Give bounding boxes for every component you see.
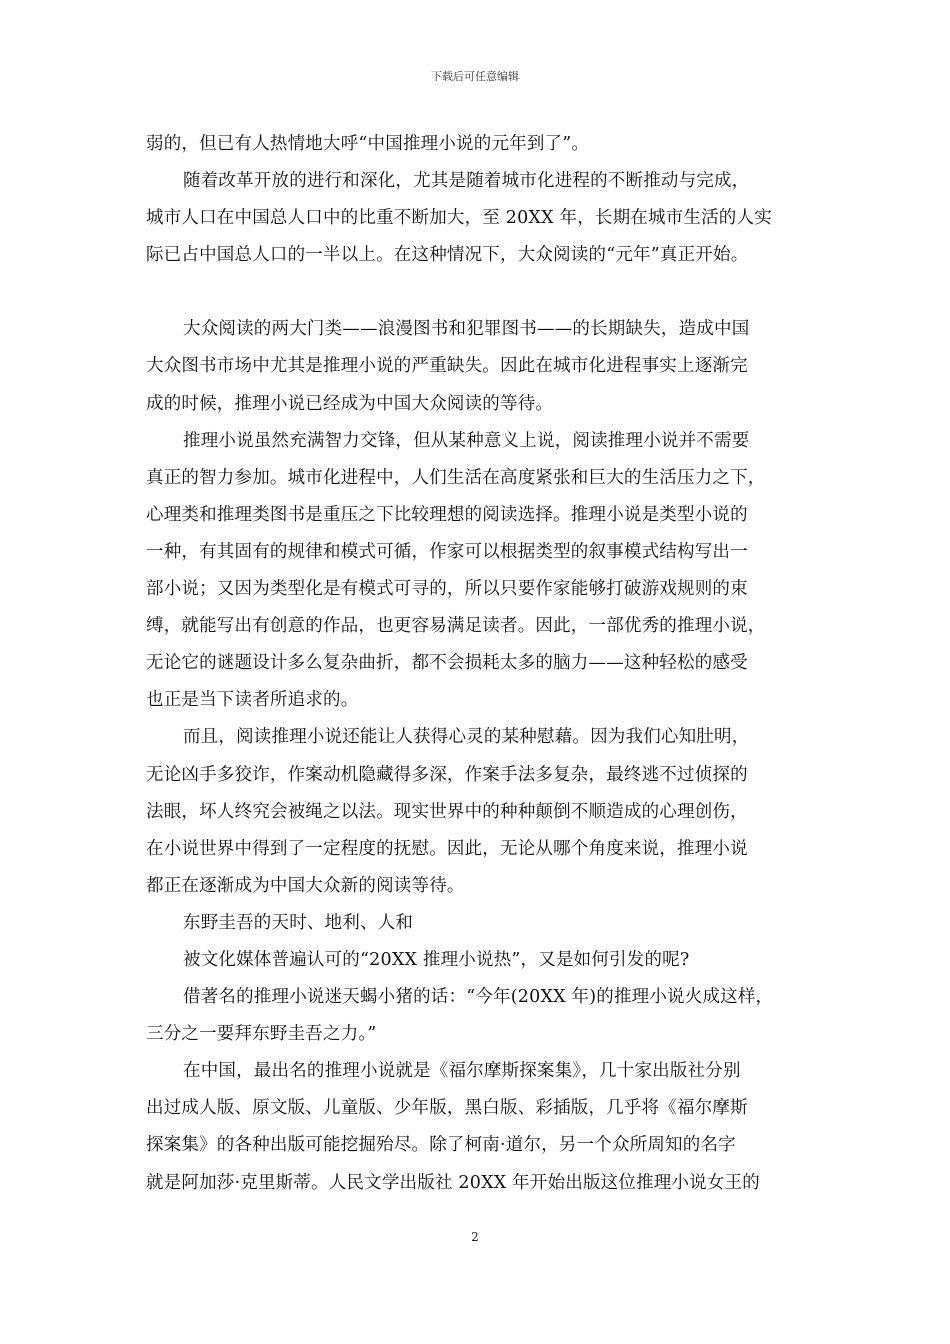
paragraph-mass-reading: 大众阅读的两大门类——浪漫图书和犯罪图书——的长期缺失，造成中国 大众图书市场中尤其是推理小说的严重缺失。因此在城市化进程事实上逐渐完 成的时候，推理小说已经成为中国大众阅读的等待。 (146, 319, 750, 414)
paragraph-sherlock: 在中国，最出名的推理小说就是《福尔摩斯探案集》，几十家出版社分别 出过成人版、原文版、儿童版、少年版，黑白版、彩插版，几乎将《福尔摩斯 探案集》的各种出版可能挖掘殆尽。除了柯南·道尔，另一个众所周知的名字 就是阿加莎·克里斯蒂。人民文学出版社 20XX 年开始出版这位推理小说女王的 (146, 1061, 760, 1193)
paragraph-question: 被文化媒体普遍认可的“20XX 推理小说热”，又是如何引发的呢? (183, 949, 690, 970)
page-header: 下载后可任意编辑 (431, 70, 519, 83)
paragraph-quote: 借著名的推理小说迷天蝎小猪的话：“今年(20XX 年)的推理小说火成这样， 三分之一要拜东野圭吾之力。” (146, 987, 774, 1045)
paragraph-urbanization: 随着改革开放的进行和深化，尤其是随着城市化进程的不断推动与完成， 城市人口在中国总人口中的比重不断加大，至 20XX 年，长期在城市生活的人实 际已占中国总人口的一半以上。在这种情况下，大众阅读的“元年”真正开始。 (146, 171, 772, 266)
document-body (146, 126, 826, 1202)
paragraph-spacer (146, 274, 826, 311)
paragraph-comfort: 而且，阅读推理小说还能让人获得心灵的某种慰藉。因为我们心知肚明， 无论凶手多狡诈，作案动机隐藏得多深，作案手法多复杂，最终逃不过侦探的 法眼，坏人终究会被绳之以法。现实世界中的种种颠倒不顺造成的心理创伤， 在小说世界中得到了一定程度的抚慰。因此，无论从哪个角度来说，推理小说 都正在逐渐成为中国大众新的阅读等待。 (146, 727, 750, 896)
paragraph-continuation: 弱的，但已有人热情地大呼“中国推理小说的元年到了”。 (146, 134, 590, 154)
paragraph-intellect: 推理小说虽然充满智力交锋，但从某种意义上说，阅读推理小说并不需要 真正的智力参加。城市化进程中，人们生活在高度紧张和巨大的生活压力之下， 心理类和推理类图书是重压之下比较理想的阅读选择。推理小说是类型小说的 一种，有其固有的规律和模式可循，作家可以根据类型的叙事模式结构写出一 部小说；又因为类型化是有模式可寻的，所以只要作家能够打破游戏规则的束 缚，就能写出有创意的作品，也更容易满足读者。因此，一部优秀的推理小说， 无论它的谜题设计多么复杂曲折，都不会损耗太多的脑力——这种轻松的感受 也正是当下读者所追求的。 (146, 430, 766, 711)
section-heading: 东野圭吾的天时、地利、人和 (183, 912, 414, 933)
page-number: 2 (471, 1230, 479, 1244)
